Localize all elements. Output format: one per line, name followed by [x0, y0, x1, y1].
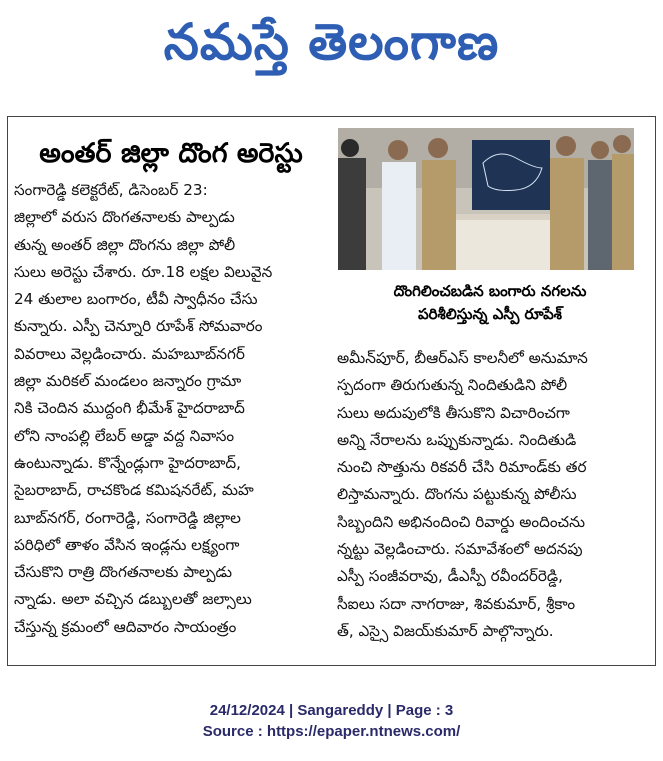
caption-line: దొంగిలించబడిన బంగారు నగలను: [393, 282, 587, 300]
body-line: సిబ్బందిని అభినందించి రివార్డు అందించను: [337, 512, 586, 531]
footer-source: Source : https://epaper.ntnews.com/: [202, 723, 461, 740]
body-line: పరిధిలో తాళం వేసిన ఇండ్లను లక్ష్యంగా: [14, 535, 240, 554]
news-photo: [338, 128, 634, 270]
body-line: చేస్తున్న క్రమంలో ఆదివారం సాయంత్రం: [14, 617, 237, 636]
page-footer: [0, 700, 663, 742]
body-line: తున్న అంతర్ జిల్లా దొంగను జిల్లా పోలీ: [14, 235, 236, 254]
caption-line: పరిశీలిస్తున్న ఎస్పీ రూపేశ్: [417, 305, 563, 323]
body-line: సులు అరెస్టు చేశారు. రూ.18 లక్షల విలువైన: [14, 262, 273, 281]
article-body-left-column: [14, 177, 330, 641]
news-photo-illustration: [338, 128, 634, 270]
body-line: లోని నాంపల్లి లేబర్ అడ్డా వద్ద నివాసం: [14, 426, 235, 445]
body-line: చేసుకొని రాత్రి దొంగతనాలకు పాల్పడు: [14, 563, 232, 582]
body-line: త్, ఎస్సై విజయ్‌కుమార్ పాల్గొన్నారు.: [337, 621, 554, 640]
body-line: సంగారెడ్డి కలెక్టరేట్, డిసెంబర్ 23:: [14, 181, 208, 199]
body-line: సైబరాబాద్, రాచకొండ కమిషనరేట్, మహ: [14, 481, 254, 500]
body-line: న్నట్టు వెల్లడించారు. సమావేశంలో అదనపు: [337, 540, 583, 559]
newspaper-masthead: నమస్తే తెలంగాణ: [163, 13, 500, 71]
body-line: బూబ్‌నగర్, రంగారెడ్డి, సంగారెడ్డి జిల్లాల: [14, 508, 241, 527]
body-line: సీఐలు సదా నాగరాజు, శివకుమార్, శ్రీకాం: [337, 594, 576, 613]
body-line: అన్ని నేరాలను ఒప్పుకున్నాడు. నిందితుడి: [337, 430, 577, 449]
body-line: జిల్లాలో వరుస దొంగతనాలకు పాల్పడు: [14, 208, 235, 227]
body-line: లిస్తామన్నారు. దొంగను పట్టుకున్న పోలీసు: [337, 485, 577, 504]
body-line: నుంచి సొత్తును రికవరీ చేసి రిమాండ్‌కు తర: [337, 458, 587, 477]
body-line: స్పదంగా తిరుగుతున్న నిందితుడిని పోలీ: [337, 376, 568, 395]
article-headline: అంతర్ జిల్లా దొంగ అరెస్టు: [39, 138, 303, 169]
body-line: వివరాలు వెల్లడించారు. మహబూబ్‌నగర్: [14, 344, 245, 363]
body-line: జిల్లా మరికల్ మండలం జన్నారం గ్రామా: [14, 372, 242, 391]
body-line: న్నాడు. అలా వచ్చిన డబ్బులతో జల్సాలు: [14, 590, 252, 609]
body-line: ఉంటున్నాడు. కొన్నేండ్లుగా హైదరాబాద్,: [14, 453, 241, 472]
photo-caption: [342, 280, 638, 326]
footer-meta: 24/12/2024 | Sangareddy | Page : 3: [209, 702, 454, 719]
body-line: కున్నారు. ఎస్పీ చెన్నూరి రూపేశ్ సోమవారం: [14, 317, 263, 336]
body-line: ఎస్పీ సంజీవరావు, డీఎస్పీ రవీందర్‌రెడ్డి,: [337, 567, 563, 586]
body-line: నికి చెందిన ముద్దంగి భీమేశ్ హైదరాబాద్: [14, 399, 245, 418]
body-line: 24 తులాల బంగారం, టీవీ స్వాధీనం చేసు: [14, 290, 258, 309]
body-line: అమీన్‌పూర్, బీఆర్ఎస్ కాలనీలో అనుమాన: [337, 349, 588, 367]
body-line: సులు అదుపులోకి తీసుకొని విచారించగా: [337, 403, 570, 422]
article-body-right-column: [337, 345, 649, 645]
